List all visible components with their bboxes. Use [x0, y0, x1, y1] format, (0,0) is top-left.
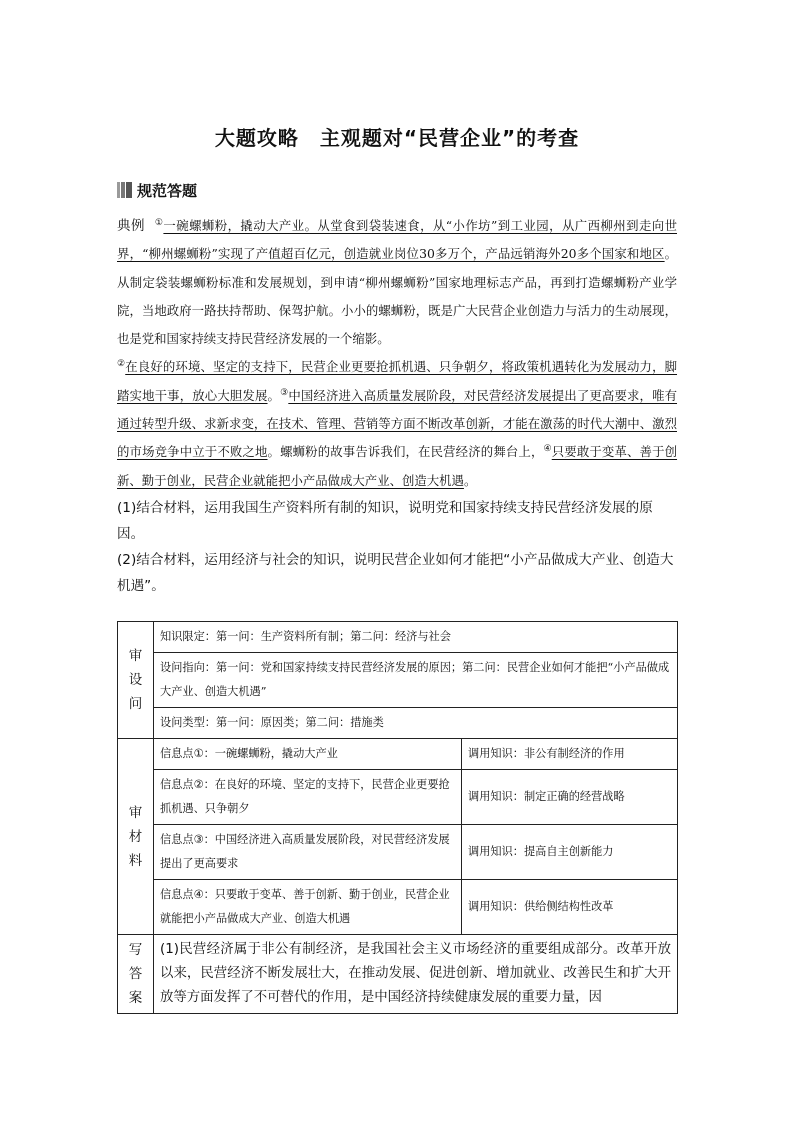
table-row: [118, 770, 678, 825]
cell-value: 第一问：生产资料所有制；第二问：经济与社会: [215, 630, 451, 643]
cell-value: 制定正确的经营战略: [523, 790, 625, 803]
header-text: 写答案: [128, 942, 143, 1006]
paragraph-text: 。: [463, 472, 477, 488]
cell-value: 在良好的环境、坚定的支持下，民营企业更要抢抓机遇、只争朝夕: [160, 778, 450, 815]
table-cell: [154, 653, 678, 708]
table-row: [118, 739, 678, 770]
cell-key: 调用知识：: [468, 845, 524, 858]
cell-key: 调用知识：: [468, 747, 524, 760]
table-cell: [462, 739, 678, 770]
cell-key: 设问指向：: [160, 661, 216, 674]
question-2: (2)结合材料，运用经济与社会的知识，说明民营企业如何才能把“小产品做成大产业、创造大机遇”。: [117, 551, 674, 594]
table-row: [118, 653, 678, 708]
table-cell: [462, 825, 678, 880]
marker-2: ②: [117, 359, 126, 370]
row-header-material: [118, 739, 154, 935]
cell-key: 调用知识：: [468, 790, 524, 803]
cell-value: 非公有制经济的作用: [523, 747, 625, 760]
cell-value: 中国经济进入高质量发展阶段，对民营经济发展提出了更高要求: [160, 833, 450, 870]
cell-value: 一碗螺蛳粉，撬动大产业: [214, 747, 338, 760]
row-header-question: [118, 622, 154, 739]
cell-key: 信息点①：: [160, 747, 215, 760]
cell-key: 调用知识：: [468, 900, 524, 913]
underlined-text-3: 中国经济进入高质量发展阶段，对民营经济发展提出了更高要求，唯有通过转型升级、求新求变，在技术、管理、营销等方面不断改革创新，才能在激荡的时代大潮中、激烈的市场竞争中立于不败之地: [117, 387, 678, 460]
marker-4: ④: [543, 444, 552, 455]
marker-1: ①: [154, 217, 164, 228]
header-text: 审设问: [128, 648, 143, 712]
table-cell: [462, 770, 678, 825]
paragraph-text: 。: [267, 387, 281, 403]
cell-key: 设问类型：: [160, 716, 216, 729]
paragraph-text: 。从制定袋装螺蛳粉标准和发展规划，到申请“柳州螺蛳粉”国家地理标志产品，再到打造螺蛳粉产业学院，当地政府一路扶持帮助、保驾护航。小小的螺蛳粉，既是广大民营企业创造力与活力的生动展现，也是党和国家持续支持民营经济发展的一个缩影。: [117, 246, 677, 347]
header-text: 审材料: [128, 804, 143, 869]
cell-key: 信息点④：: [160, 888, 215, 901]
row-header-answer: [118, 935, 154, 1014]
answer-text: (1)民营经济属于非公有制经济，是我国社会主义市场经济的重要组成部分。改革开放以来，民营经济不断发展壮大，在推动发展、促进创新、增加就业、改善民生和扩大开放等方面发挥了不可替代的作用，是中国经济持续健康发展的重要力量，因: [154, 935, 678, 1014]
section-label: 规范答题: [137, 181, 198, 200]
table-cell: [154, 739, 462, 770]
cell-value: 提高自主创新能力: [523, 845, 614, 858]
table-row: [118, 880, 678, 935]
cell-key: 知识限定：: [160, 630, 216, 643]
section-header: [117, 180, 197, 200]
cell-key: 信息点③：: [160, 833, 215, 846]
table-row: [118, 708, 678, 739]
cell-value: 供给侧结构性改革: [523, 900, 614, 913]
cell-value: 只要敢于变革、善于创新、勤于创业，民营企业就能把小产品做成大产业、创造大机遇: [160, 888, 450, 925]
underlined-text-4: 只要敢于变革、善于创新、勤于创业，民营企业就能把小产品做成大产业、创造大机遇: [117, 444, 678, 488]
underlined-text-1: 一碗螺蛳粉，撬动大产业。从堂食到袋装速食，从“小作坊”到工业园，从广西柳州到走向世界，“柳州螺蛳粉”实现了产值超百亿元，创造就业岗位30多万个，产品远销海外20多个国家和地区: [117, 218, 677, 262]
table-cell: [154, 708, 678, 739]
section-marker-icon: [117, 182, 133, 198]
underlined-text-2: 在良好的环境、坚定的支持下，民营企业更要抢抓机遇、只争朝夕，将政策机遇转化为发展动力，脚踏实地干事，放心大胆发展: [117, 359, 678, 403]
marker-3: ③: [280, 387, 289, 398]
paragraph-text: 。螺蛳粉的故事告诉我们，在民营经济的舞台上，: [267, 444, 544, 460]
page-title: 大题攻略 主观题对“民营企业”的考查: [214, 126, 580, 150]
table-cell: [154, 770, 462, 825]
table-cell: [154, 622, 678, 653]
table-cell: [462, 880, 678, 935]
question-1: (1)结合材料，运用我国生产资料所有制的知识，说明党和国家持续支持民营经济发展的原因。: [117, 499, 653, 542]
example-paragraph-2: [117, 353, 677, 494]
example-lead: 典例: [117, 218, 145, 234]
example-paragraph-1: [117, 212, 677, 353]
table-row: [118, 622, 678, 653]
example-content: [117, 212, 677, 599]
cell-value: 第一问：原因类；第二问：措施类: [215, 716, 384, 729]
table-row: [118, 935, 678, 1014]
table-cell: [154, 825, 462, 880]
table-cell: [154, 880, 462, 935]
cell-value: 第一问：党和国家持续支持民营经济发展的原因；第二问：民营企业如何才能把“小产品做成大产业、创造大机遇”: [160, 661, 670, 698]
table-row: [118, 825, 678, 880]
cell-key: 信息点②：: [160, 778, 215, 791]
analysis-table: [117, 621, 678, 1014]
